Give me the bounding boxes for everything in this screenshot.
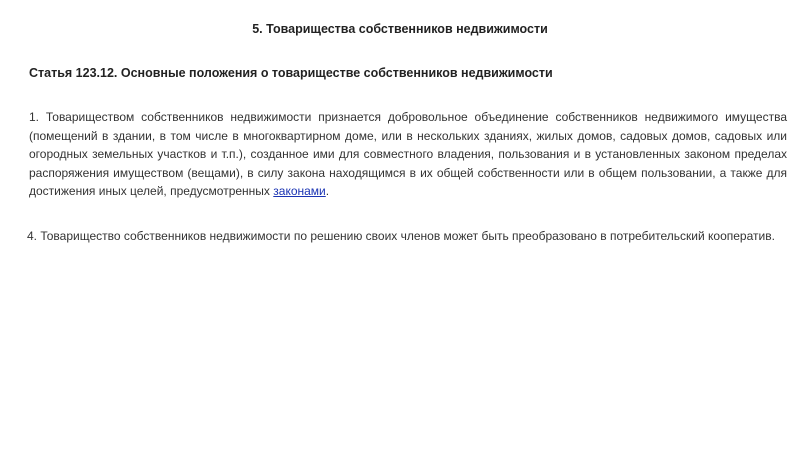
paragraph-1-end: . (325, 184, 330, 198)
laws-link[interactable]: законами (273, 184, 326, 198)
paragraph-4: 4. Товарищество собственников недвижимости по решению своих членов может быть преобразовано в потребительский кооператив. (27, 229, 775, 243)
paragraph-1-text: 1. Товариществом собственников недвижимости признается добровольное объединение собственников недвижимого имущества (помещений в здании, в том числе в многоквартирном доме, или в нескольких зданиях, жилых домов, садовых домов, садовых или огородных земельных участков и т.п.), созданное ими для совместного владения, пользования и в установленных законом пределах распоряжения имуществом (вещами), в силу закона находящимся в их общей собственности или в общем пользовании, а также для достижения иных целей, предусмотренных (29, 110, 787, 198)
paragraph-1 (29, 108, 787, 201)
article-title: Статья 123.12. Основные положения о товариществе собственников недвижимости (29, 66, 553, 80)
section-title: 5. Товарищества собственников недвижимости (252, 22, 548, 36)
